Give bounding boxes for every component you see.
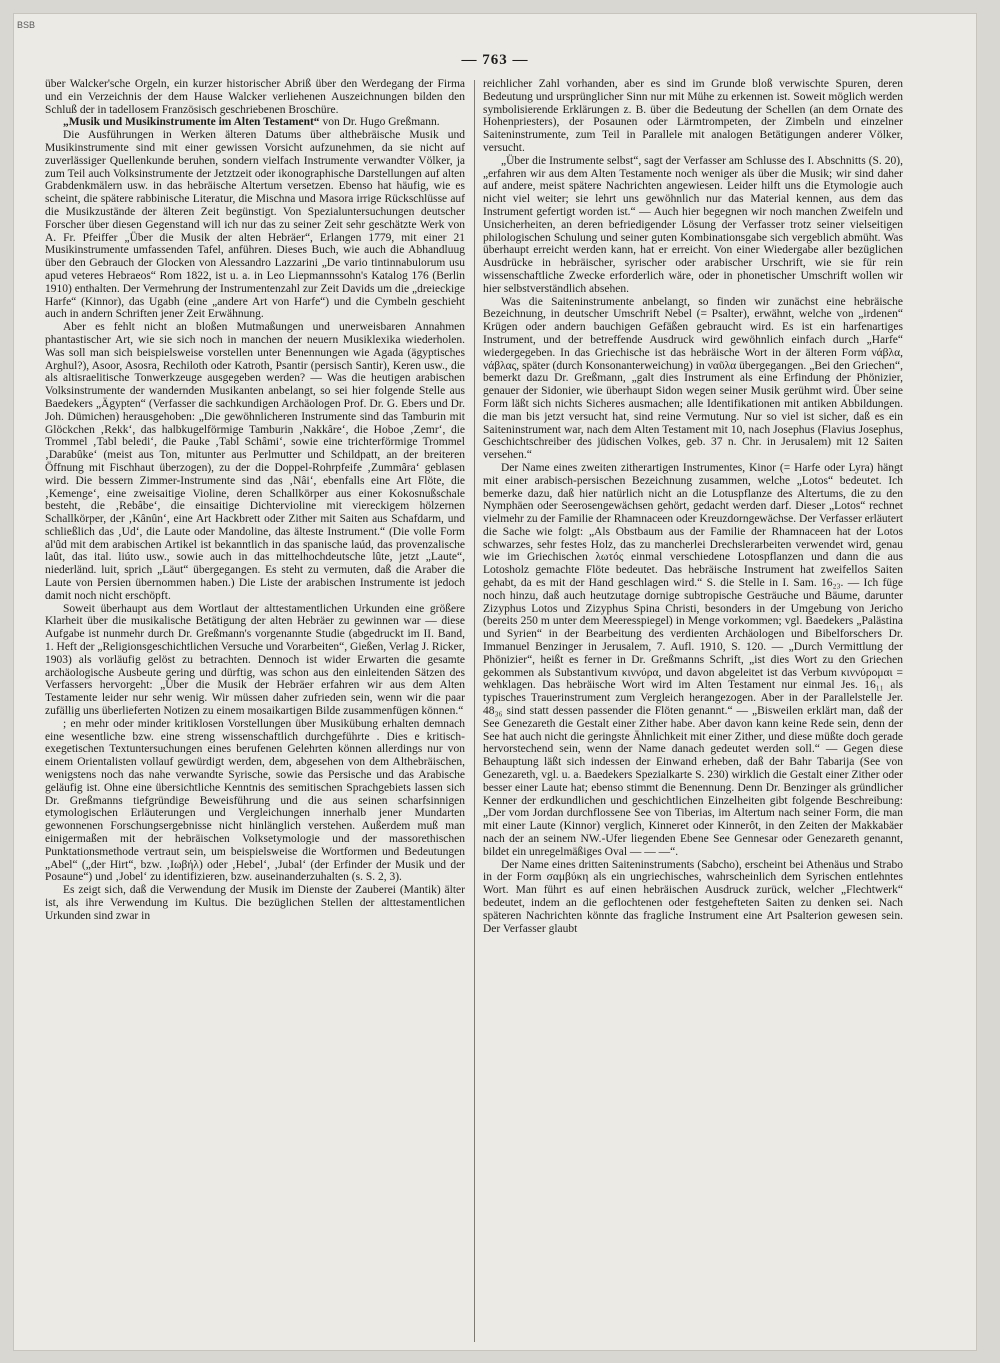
paragraph: Aber es fehlt nicht an bloßen Mutmaßungen und unerweisbaren Annahmen phantastischer Art, wie sie sich noch in manchen der neuern Musiklexika wiederholen. Was soll man sich beispielsweise vorstellen unter Benennungen wie Agada (ägyptisches Arghul?), Asoor, Asosra, Rechiloth oder Katroth, Psantir (persisch Santir), Keren usw., die als altisraelitische Tonwerkzeuge ausgegeben werden? — Was die heutigen arabischen Volksinstrumente der wandernden Musikanten anbelangt, so sei hier folgende Stelle aus Baedekers „Ägypten“ (Verfasser die sachkundigen Archäologen Prof. Dr. G. Ebers und Dr. Joh. Dümichen) herausgehoben: „Die gewöhnlicheren Instrumente sind das Tamburin mit Glöckchen ‚Rekk‘, das halbkugelförmige Tamburin ‚Nakkâre‘, die Hoboe ‚Zemr‘, die Trommel ‚Tabl beledi‘, die Pauke ‚Tabl Schâmi‘, sowie eine trichterförmige Trommel ‚Darabûke‘ (meist aus Ton, mitunter aus Perlmutter und Schildpatt, an der breiteren Öffnung mit Fischhaut überzogen), zu der die Doppel-Rohrpfeife ‚Zummâra‘ geblasen wird. Die bessern Zimmer-Instrumente sind das ‚Nâi‘, ebenfalls eine Art Flöte, die ‚Kemenge‘, eine zweisaitige Violine, deren Schallkörper aus einer Kokosnußschale besteht, die ‚Rebâbe‘, die einsaitige Dichtervioline mit viereckigem hölzernen Schallkörper, der ‚Kânûn‘, eine Art Hackbrett oder Zither mit Saiten aus Schafdarm, und schließlich das ‚Ud‘, die Laute oder Mandoline, das älteste Instrument.“ (Die volle Form al'ûd mit dem arabischen Artikel ist bekanntlich in das spanische laúd, das provenzalische laût, das ital. liúto usw., sowie auch in das mittelhochdeutsche lûte, jetzt „Laute“, niederländ. luit, sprich „Läut“ übergegangen. Es steht zu vermuten, daß die Araber die Laute von Persien übernommen haben.) Die Liste der arabischen Instrumente ist jedoch damit noch nicht erschöpft. [45,321,465,602]
paragraph: Der Name eines zweiten zitherartigen Instrumentes, Kinor (= Harfe oder Lyra) hängt mit einer arabisch-persischen Bezeichnung zusammen, welche „Lotos“ bedeutet. Ich bemerke dazu, daß hier natürlich nicht an die Lotuspflanze des Altertums, die zu den Nymphäen oder Seerosengewächsen gehört, gedacht werden darf. Dieser „Lotos“ rechnet vielmehr zu der Familie der Rhamnaceen oder Kreuzdorngewächse. Der Verfasser erläutert die Sache wie folgt: „Als Obstbaum aus der Familie der Rhamnaceen hat der Lotos schwarzes, sehr festes Holz, das zu mancherlei Drechslerarbeiten verwendet wird, genau wie im Griechischen λωτός einmal verschiedene Lotospflanzen und dann die aus Lotosholz gemachte Flöte bedeutet. Das hebräische Instrument hat zweifellos Saiten gehabt, da es mit der Hand geschlagen wird.“ S. die Stelle in I. Sam. 16₂₃. — Ich füge noch hinzu, daß auch heutzutage dornige subtropische Gesträuche und Bäume, darunter Zizyphus Lotos und Zizyphus Spina Christi, besonders in der Umgebung von Jericho (bereits 250 m unter dem Meeresspiegel) in Menge vorkommen; vgl. Baedekers „Palästina und Syrien“ in der Bearbeitung des verdienten Archäologen und Bibelforschers Dr. Immanuel Benzinger in Jerusalem, 7. Aufl. 1910, S. 120. — „Durch Vermittlung der Phönizier“, heißt es ferner in Dr. Greßmanns Schrift, „ist dies Wort zu den Griechen gekommen als Substantivum κιννύρα, und davon abgeleitet ist das Verbum κιννύρομαι = wehklagen. Das hebräische Wort wird im Alten Testament nur einmal Jes. 16₁₁ als typisches Trauerinstrument zum Vergleich herangezogen. Aber in der Parallelstelle Jer. 48₃₆ sind statt dessen passender die Flöten genannt.“ — „Bisweilen erklärt man, daß der See Genezareth die Gestalt einer Zither habe. Aber davon kann keine Rede sein, denn der See hat auch nicht die geringste Ähnlichkeit mit einer Zither, und diese müßte doch gerade hervorstechend sein, wenn der Name danach gedeutet werden soll.“ — Gegen diese Behauptung läßt sich indessen der Einwand erheben, daß der Bahr Tabarija (See von Genezareth, vgl. u. a. Baedekers Spezialkarte S. 230) wirklich die Gestalt einer Zither oder besser einer Laute hat; ebenso stimmt die Benennung. Denn Dr. Benzinger als gründlicher Kenner der erdkundlichen und geschichtlichen Einzelheiten gibt folgende Beschreibung: „Der vom Jordan durchflossene See von Tiberias, im Altertum nach seiner Form, die man mit einer Laute (Kinnor) verglich, Kinneret oder Kinnerôt, in den Zeiten der Makkabäer nach der an seinem NW.-Ufer liegenden Ebene See Gennesar oder Genezareth genannt, bildet ein unregelmäßiges Oval — — —“. [483,461,903,858]
section-heading: „Musik und Musikinstrumente im Alten Testament“ [63,116,320,129]
left-column [45,78,465,1340]
paragraph: über Walcker'sche Orgeln, ein kurzer historischer Abriß über den Werdegang der Firma und ein Verzeichnis der dem Hause Walcker verliehenen Auszeichnungen bilden den Schluß der in tadellosem Französisch geschriebenen Broschüre. [45,78,465,116]
paragraph: Es zeigt sich, daß die Verwendung der Musik im Dienste der Zauberei (Mantik) älter ist, als ihre Verwendung im Kultus. Die bezüglichen Stellen der alttestamentlichen Urkunden sind zwar in [45,884,465,922]
column-divider [474,80,475,1342]
right-column [483,78,903,1340]
paragraph: Die Ausführungen in Werken älteren Datums über althebräische Musik und Musikinstrumente sind mit einer gewissen Vorsicht aufzunehmen, da sie nicht auf zuverlässiger Quellenkunde beruhen, sondern vielfach Instrumente verwandter Völker, ja zum Teil auch Volksinstrumente der Jetztzeit oder ikonographische Darstellungen auf alten Grabdenkmälern usw. in das hebräische Altertum versetzen. Ebenso hat häufig, wie es scheint, die spätere rabbinische Literatur, die Mischna und Masora irrige Rückschlüsse auf die Musikzustände der älteren Zeit begünstigt. Von Spezialuntersuchungen deutscher Forscher über diesen Gegenstand will ich nur das zu seiner Zeit sehr geschätzte Werk von A. Fr. Pfeiffer „Über die Musik der alten Hebräer“, Erlangen 1779, mit einer 21 Musikinstrumente umfassenden Tafel, anführen. Dieses Buch, wie auch die Abhandluug über den Gebrauch der Glocken von Alessandro Lazzarini „De vario tintinnabulorum usu apud veteres Hebraeos“ Rom 1822, ist u. a. in Leo Liepmannssohn's Katalog 176 (Berlin 1910) enthalten. Der Vermehrung der Instrumentenzahl zur Zeit Davids um die „dreieckige Harfe“ (Kinnor), das Ugabh (eine „andere Art von Harfe“) und die Cymbeln geschieht auch in andern Schriften jener Zeit Erwähnung. [45,129,465,321]
heading-author: von Dr. Hugo Greßmann. [319,116,440,129]
library-stamp: BSB [17,20,36,30]
paragraph: „Über die Instrumente selbst“, sagt der Verfasser am Schlusse des I. Abschnitts (S. 20), „erfahren wir aus dem Alten Testamente noch weniger als über die Musik; wir sind daher auf andere, meist spätere Nachrichten angewiesen. Leider hilft uns die Etymologie auch nicht viel weiter; sie lehrt uns gewöhnlich nur das Material kennen, aus dem das Instrument gefertigt worden ist.“ — Auch hier begegnen wir noch manchen Zweifeln und Unsicherheiten, an deren befriedigender Lösung der Verfasser trotz seiner vielseitigen philologischen Schulung und seiner guten Kombinationsgabe sich vergeblich abmüht. Was überhaupt erreicht werden kann, hat er erreicht. Von einer Wiedergabe aller bezüglichen Ausdrücke in hebräischer, syrischer oder arabischer Urschrift, wie sie für rein wissenschaftliche Zwecke erforderlich wäre, oder in phonetischer Umschrift wollen wir hier selbstverständlich absehen. [483,154,903,295]
paragraph: ; en mehr oder minder kritiklosen Vorstellungen über Musikübung erhalten demnach eine wesentliche bzw. eine streng wissenschaftlich durchgeführte . Dies e kritisch-exegetischen Textuntersuchungen eines berufenen Gelehrten können allerdings nur von einem Orientalisten vollauf gewürdigt werden, dem, abgesehen von dem Althebräischen, wenigstens noch das nahe verwandte Syrische, sowie das Persische und das Arabische geläufig ist. Ohne eine übersichtliche Kenntnis des semitischen Sprachgebiets lassen sich Dr. Greßmanns tiefgründige Beweisführung und die aus seinen scharfsinnigen etymologischen Erläuterungen und Vergleichungen innerhalb jener Mundarten gewonnenen Forschungsergebnisse nicht hinlänglich verstehen. Außerdem muß man einigermaßen mit der hebräischen Volksetymologie und der massorethischen Punktationsmethode vertraut sein, um beispielsweise die Wortformen und Bedeutungen „Abel“ („der Hirt“, bzw. ‚Iωβήλ) oder ‚Hebel‘, ‚Jubal‘ (der Erfinder der Musik und der Posaune“) und ‚Jobel‘ zu identifizieren, bzw. auseinanderzuhalten (s. S. 2, 3). [45,717,465,884]
section-heading-paragraph [45,116,465,129]
paragraph: Was die Saiteninstrumente anbelangt, so finden wir zunächst eine hebräische Bezeichnung, in deutscher Umschrift Nebel (= Psalter), erwähnt, welche von „irdenen“ Krügen oder andern bauchigen Gefäßen gebraucht wird. Es ist ein harfenartiges Instrument, und der betreffende Ausdruck wird gewöhnlich einfach durch „Harfe“ wiedergegeben. In das Griechische ist das hebräische Wort in der älteren Form νάβλα, νάβλας, später (durch Konsonanterweichung) in ναῦλα übergegangen. „Bei den Griechen“, bemerkt dazu Dr. Greßmann, „galt dies Instrument als eine Erfindung der Phönizier, genauer der Sidonier, wie überhaupt Sidon wegen seiner Musik gerühmt wird. Über seine Form läßt sich nichts Sicheres ausmachen; alle Identifikationen mit antiken Abbildungen. die man bis jetzt versucht hat, sind reine Vermutung. Nur so viel ist sicher, daß es ein Saiteninstrument war, nach dem Alten Testament mit 10, nach Josephus (Flavius Josephus, Geschichtschreiber des jüdischen Volkes, geb. 37 n. Chr. in Jerusalem) mit 12 Saiten versehen.“ [483,295,903,462]
paragraph: Der Name eines dritten Saiteninstruments (Sabcho), erscheint bei Athenäus und Strabo in der Form σαμβύκη als ein ungriechisches, wahrscheinlich dem Syrischen entlehntes Wort. Man führt es auf einen hebräischen Ausdruck zurück, welcher „Flechtwerk“ bedeutet, indem an die geflochtenen oder festgehefteten Saiten zu denken sei. Nach späteren Nachrichten könnte das fragliche Instrument eine Art Psalterion gewesen sein. Der Verfasser glaubt [483,858,903,935]
page-number: — 763 — [461,52,529,68]
paragraph: Soweit überhaupt aus dem Wortlaut der alttestamentlichen Urkunden eine größere Klarheit über die musikalische Betätigung der alten Hebräer zu gewinnen war — diese Aufgabe ist nunmehr durch Dr. Greßmann's vorgenannte Studie (abgedruckt im II. Band, 1. Heft der „Religionsgeschichtlichen Versuche und Vorarbeiten“, Gießen, Verlag J. Ricker, 1903) als vorläufig gelöst zu betrachten. Dennoch ist wider Erwarten die gesamte archäologische Ausbeute gering und dürftig, was schon aus den einleitenden Sätzen des Verfassers hervorgeht: „Über die Musik der Hebräer erfahren wir aus dem Alten Testamente leider nur sehr wenig. Wir müssen daher zufrieden sein, wenn wir die paar zufällig uns überlieferten Notizen zu einem mosaikartigen Bilde zusammenfügen können.“ [45,602,465,718]
paragraph: reichlicher Zahl vorhanden, aber es sind im Grunde bloß verwischte Spuren, deren Bedeutung und ursprünglicher Sinn nur mit Mühe zu erkennen ist. Soweit möglich werden symbolisierende Erklärungen z. B. über die Bedeutung der Schellen (an dem Ornate des Hohenpriesters), der Posaunen oder Lärmtrompeten, der Zimbeln und einzelner Saiteninstrumente, zum Teil in Parallele mit analogen Betätigungen anderer Völker, versucht. [483,78,903,154]
newspaper-page [14,14,976,1350]
